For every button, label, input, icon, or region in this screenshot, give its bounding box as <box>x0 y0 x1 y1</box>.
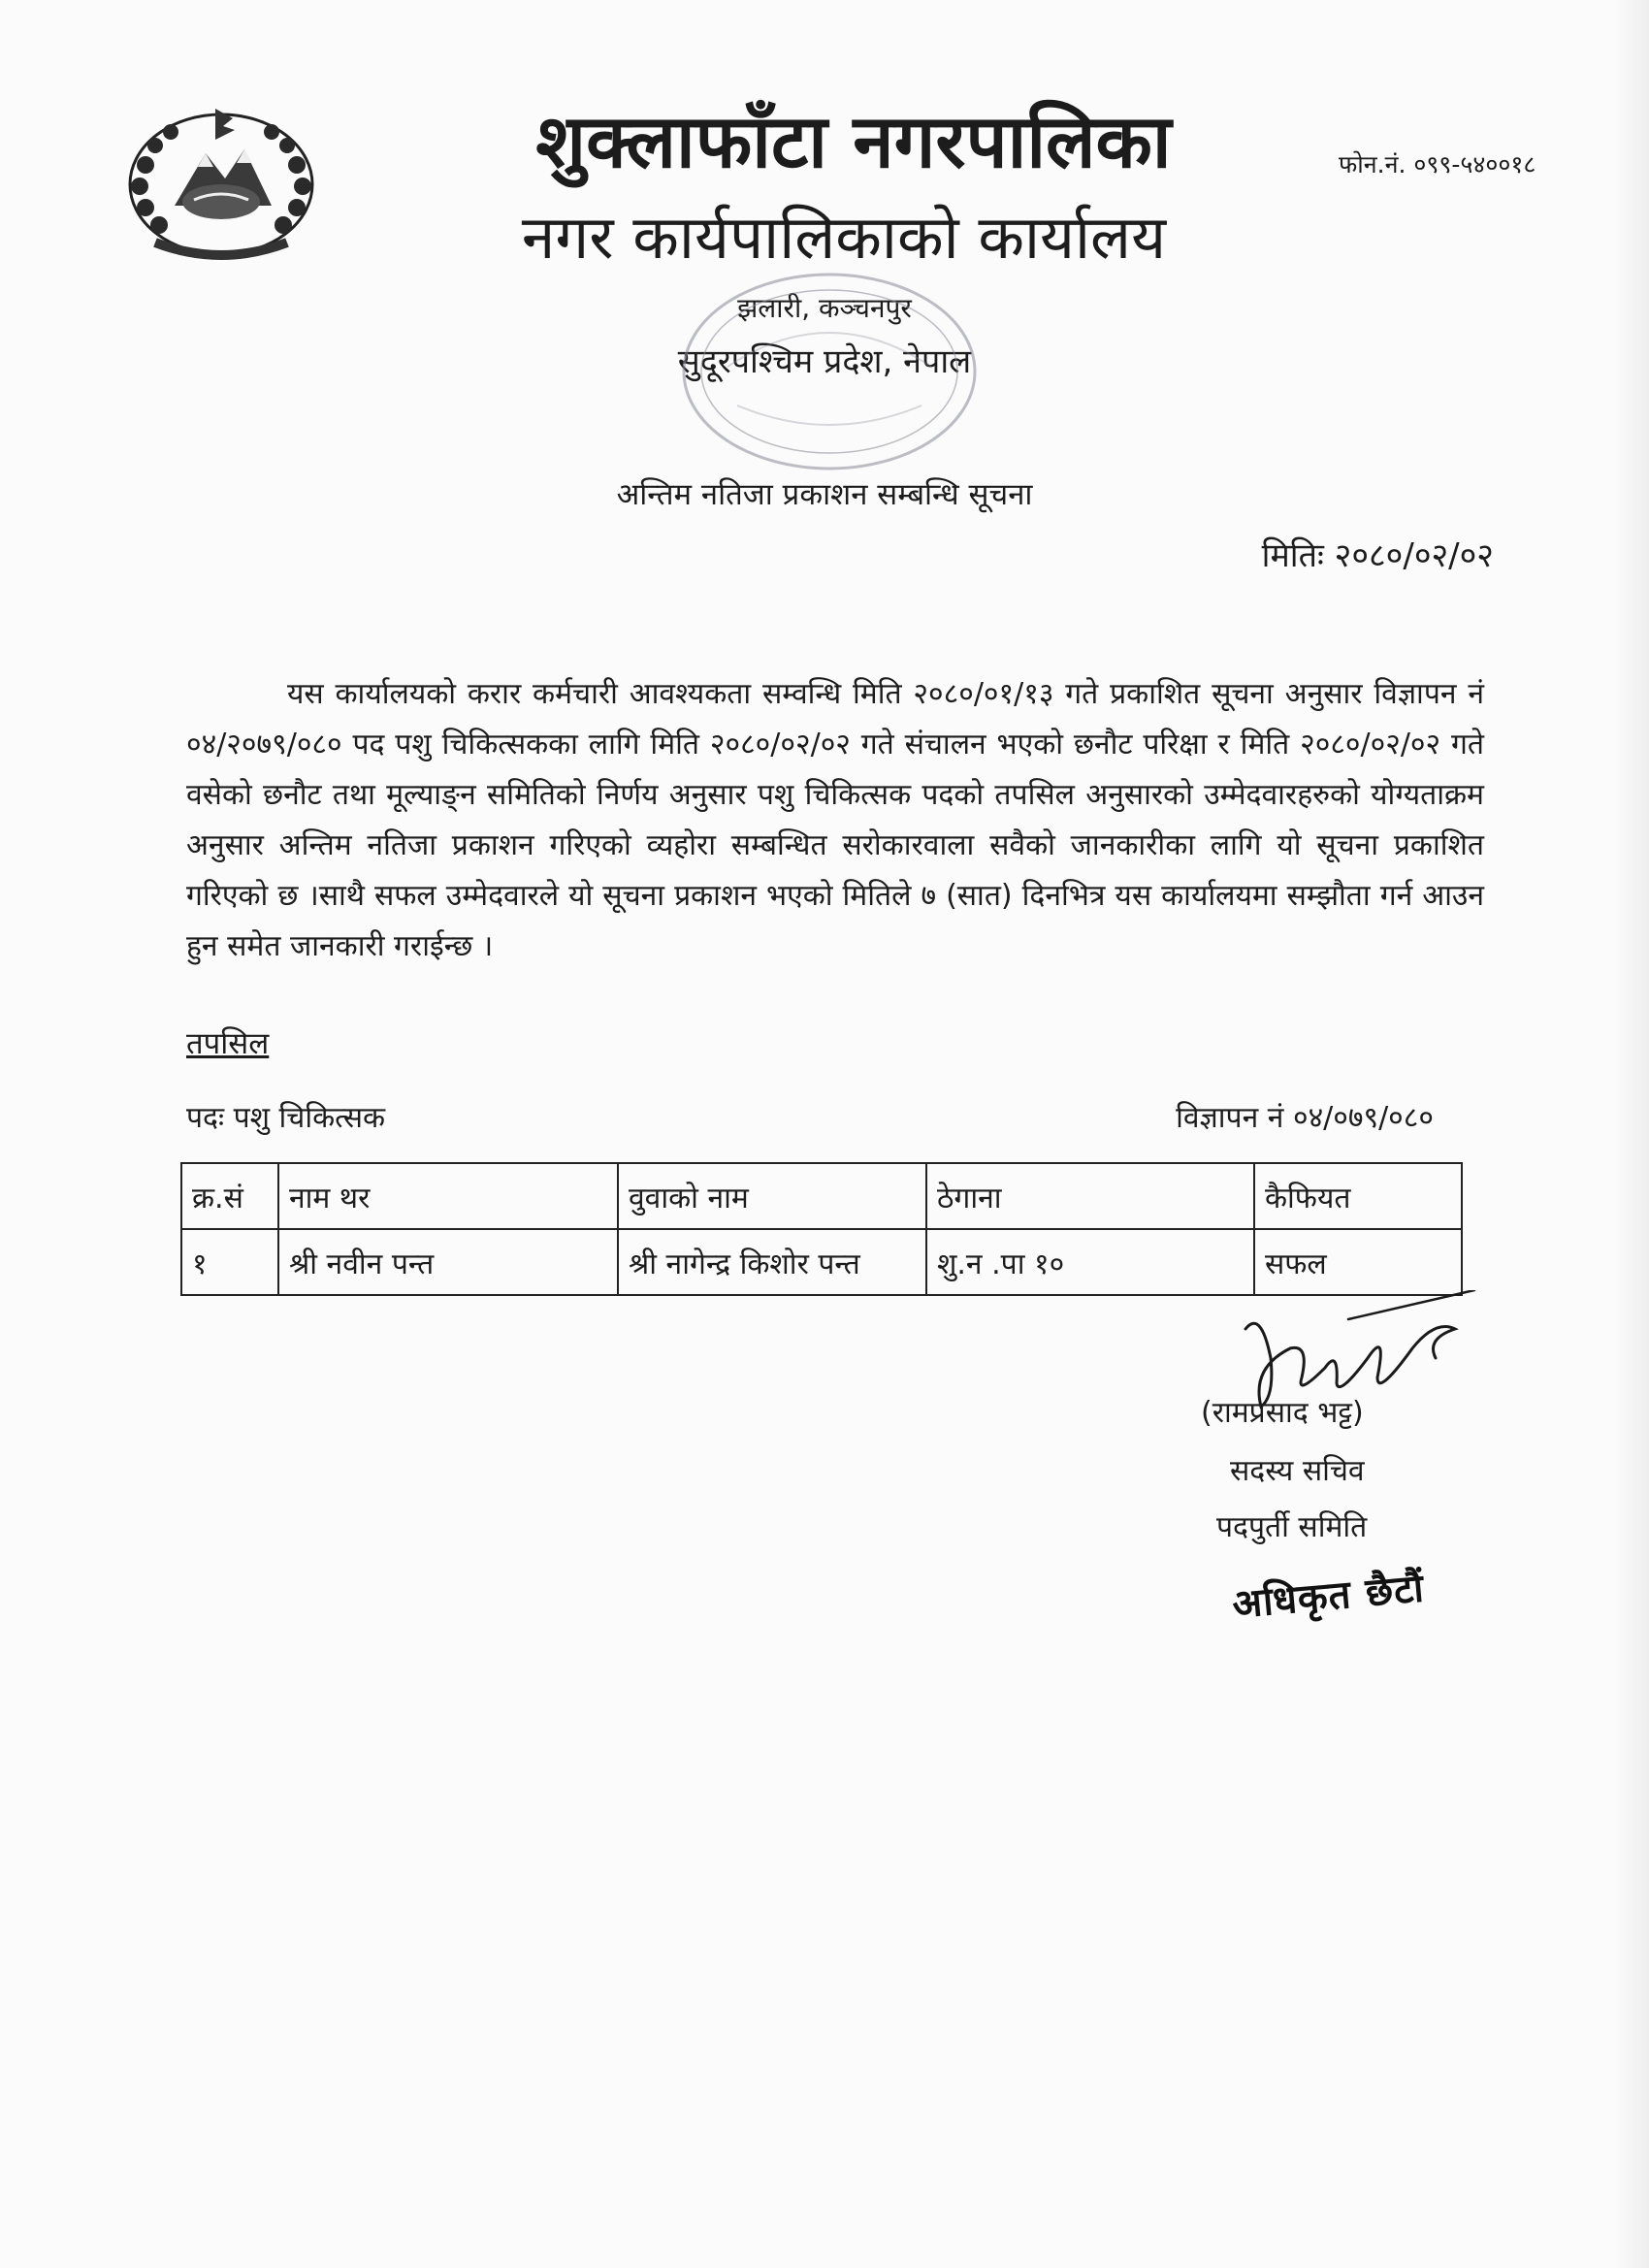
header-address: ठेगाना <box>926 1163 1254 1229</box>
post-label: पदः पशु चिकित्सक <box>186 1101 386 1135</box>
header-name: नाम थर <box>278 1163 618 1229</box>
cell-father-name: श्री नागेन्द्र किशोर पन्त <box>618 1229 926 1295</box>
signatory-name: (रामप्रसाद भट्ट) <box>1201 1396 1364 1430</box>
cell-name: श्री नवीन पन्त <box>278 1229 618 1295</box>
cell-address: शु.न .पा १० <box>926 1229 1254 1295</box>
notice-subject: अन्तिम नतिजा प्रकाशन सम्बन्धि सूचना <box>616 477 1033 512</box>
advertisement-number: विज्ञापन नं ०४/०७९/०८० <box>1176 1101 1434 1135</box>
cell-remarks: सफल <box>1254 1229 1462 1295</box>
phone-number: फोन.नं. ०९९-५४००१८ <box>1339 150 1536 178</box>
officer-stamp: अधिकृत छैटौं <box>1230 1566 1427 1628</box>
results-table <box>180 1162 1463 1296</box>
signatory-role: सदस्य सचिव <box>1230 1454 1365 1488</box>
nepal-emblem-icon <box>116 97 326 268</box>
office-name: नगर कार्यपालिकाको कार्यालय <box>521 202 1167 273</box>
table-header-row <box>181 1163 1462 1229</box>
table-row <box>181 1229 1462 1295</box>
notice-body: यस कार्यालयको करार कर्मचारी आवश्यकता सम्वन्धि मिति २०८०/०१/१३ गते प्रकाशित सूचना अनुसार विज्ञापन नं ०४/२०७९/०८० पद पशु चिकित्सकका लागि मिति २०८०/०२/०२ गते संचालन भएको छनौट परिक्षा र मिति २०८०/०२/०२ गते वसेको छनौट तथा मूल्याङ्न समितिको निर्णय अनुसार पशु चिकित्सक पदको तपसिल अनुसारको उम्मेदवारहरुको योग्यताक्रम अनुसार अन्तिम नतिजा प्रकाशन गरिएको व्यहोरा सम्बन्धित सरोकारवाला सवैको जानकारीका लागि यो सूचना प्रकाशित गरिएको छ ।साथै सफल उम्मेदवारले यो सूचना प्रकाशन भएको मितिले ७ (सात) दिनभित्र यस कार्यालयमा सम्झौता गर्न आउन हुन समेत जानकारी गराईन्छ । <box>186 677 1484 963</box>
org-name: शुक्लाफाँटा नगरपालिका <box>535 98 1172 184</box>
notice-date: मितिः २०८०/०२/०२ <box>1261 536 1494 575</box>
header-father-name: वुवाको नाम <box>618 1163 926 1229</box>
address-line-1: झलारी, कञ्चनपुर <box>737 292 912 324</box>
cell-serial: १ <box>181 1229 278 1295</box>
signatory-committee: पदपुर्ती समिति <box>1216 1510 1368 1544</box>
details-heading: तपसिल <box>186 1026 270 1061</box>
header-remarks: कैफियत <box>1254 1163 1462 1229</box>
office-seal-stamp <box>669 260 989 483</box>
header-serial: क्र.सं <box>181 1163 278 1229</box>
scan-edge-shadow <box>1612 0 1649 2268</box>
address-line-2: सुदूरपश्चिम प्रदेश, नेपाल <box>677 342 972 381</box>
